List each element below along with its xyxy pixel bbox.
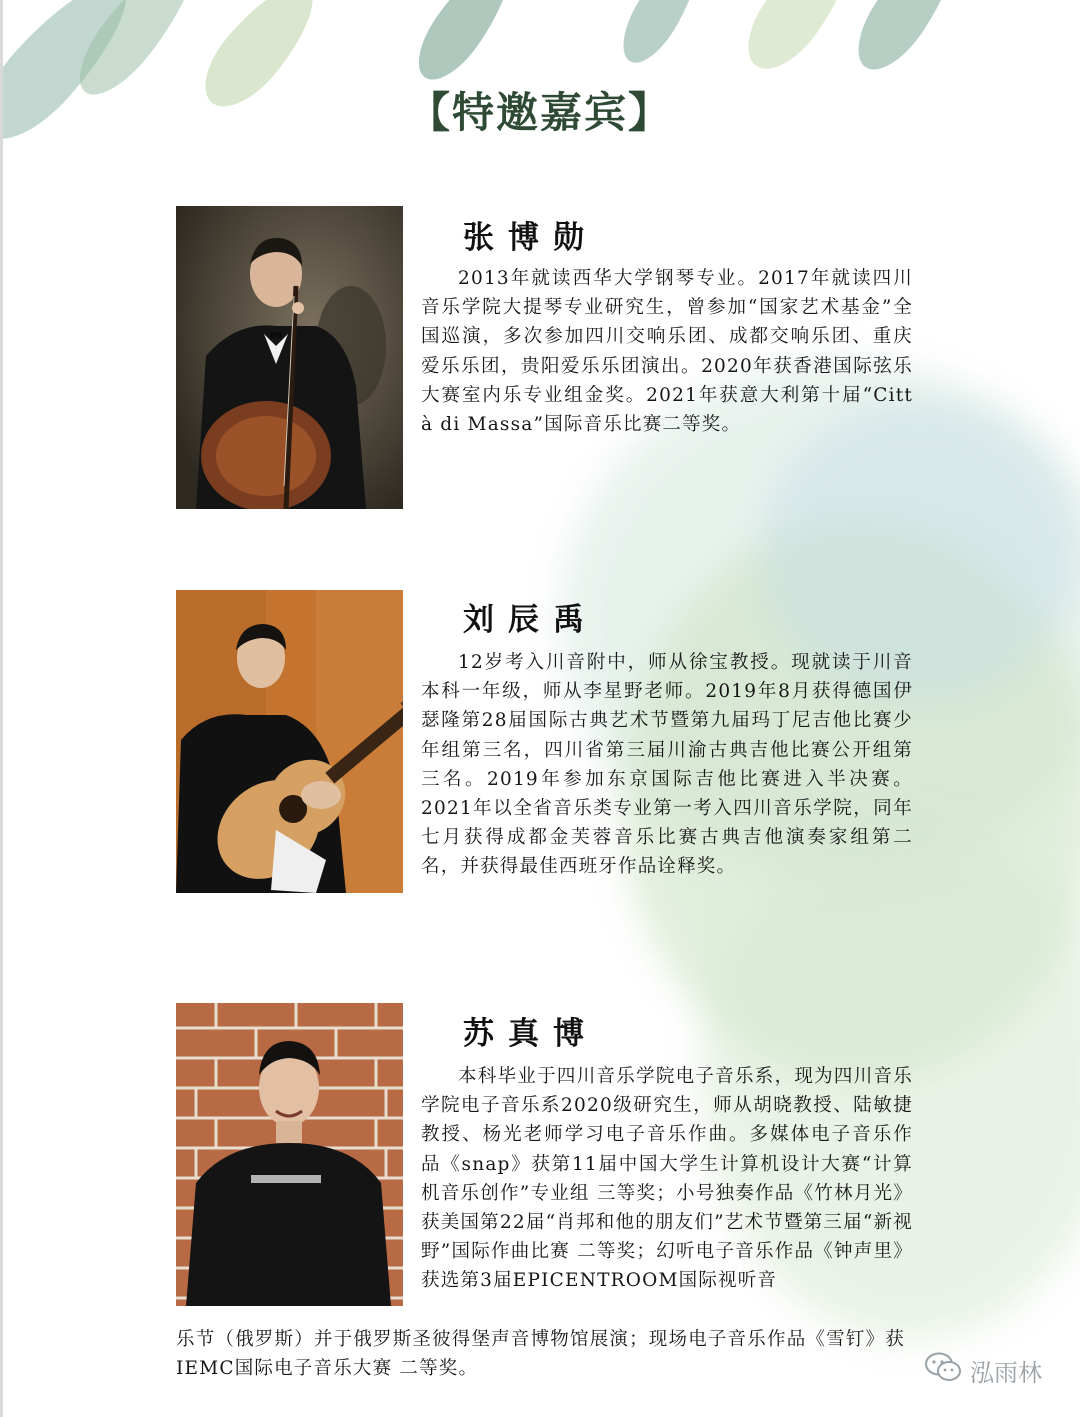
page-border [0, 0, 3, 1417]
watermark-text: 泓雨林 [970, 1358, 1042, 1387]
guest-1-photo [176, 206, 403, 509]
guest-2-name: 刘辰禹 [463, 602, 598, 638]
guest-3-photo [176, 1003, 403, 1306]
account-watermark [924, 1352, 1042, 1388]
guest-1-bio: 2013年就读西华大学钢琴专业。2017年就读四川音乐学院大提琴专业研究生，曾参加“国家艺术基金”全国巡演，多次参加四川交响乐团、成都交响乐团、重庆爱乐乐团，贵阳爱乐乐团演出。2020年获香港国际弦乐大赛室内乐专业组金奖。2021年获意大利第十届“Citt à di Massa”国际音乐比赛二等奖。 [421, 268, 913, 436]
guest-1-name: 张博勋 [463, 220, 598, 256]
guest-2-photo [176, 590, 403, 893]
guest-3-name: 苏真博 [463, 1016, 598, 1052]
guest-2-bio: 12岁考入川音附中，师从徐宝教授。现就读于川音本科一年级，师从李星野老师。2019年8月获得德国伊瑟隆第28届国际古典艺术节暨第九届玛丁尼吉他比赛少年组第三名，四川省第三届川渝古典吉他比赛公开组第三名。2019年参加东京国际吉他比赛进入半决赛。2021年以全省音乐类专业第一考入四川音乐学院，同年七月获得成都金芙蓉音乐比赛古典吉他演奏家组第二名，并获得最佳西班牙作品诠释奖。 [421, 652, 913, 878]
guest-3-bio: 本科毕业于四川音乐学院电子音乐系，现为四川音乐学院电子音乐系2020级研究生，师从胡晓教授、陆敏捷教授、杨光老师学习电子音乐作曲。多媒体电子音乐作品《snap》获第11届中国大学生计算机设计大赛“计算机音乐创作”专业组 三等奖；小号独奏作品《竹林月光》获美国第22届“肖邦和他的朋友们”艺术节暨第三届“新视野”国际作曲比赛 二等奖；幻听电子音乐作品《钟声里》获选第3届EPICENTROOM国际视听音 [421, 1066, 913, 1292]
wechat-icon [924, 1352, 962, 1388]
guest-3-bio-continued: 乐节（俄罗斯）并于俄罗斯圣彼得堡声音博物馆展演；现场电子音乐作品《雪钉》获IEMC国际电子音乐大赛 二等奖。 [176, 1329, 905, 1380]
section-title: 【特邀嘉宾】 [407, 88, 672, 137]
